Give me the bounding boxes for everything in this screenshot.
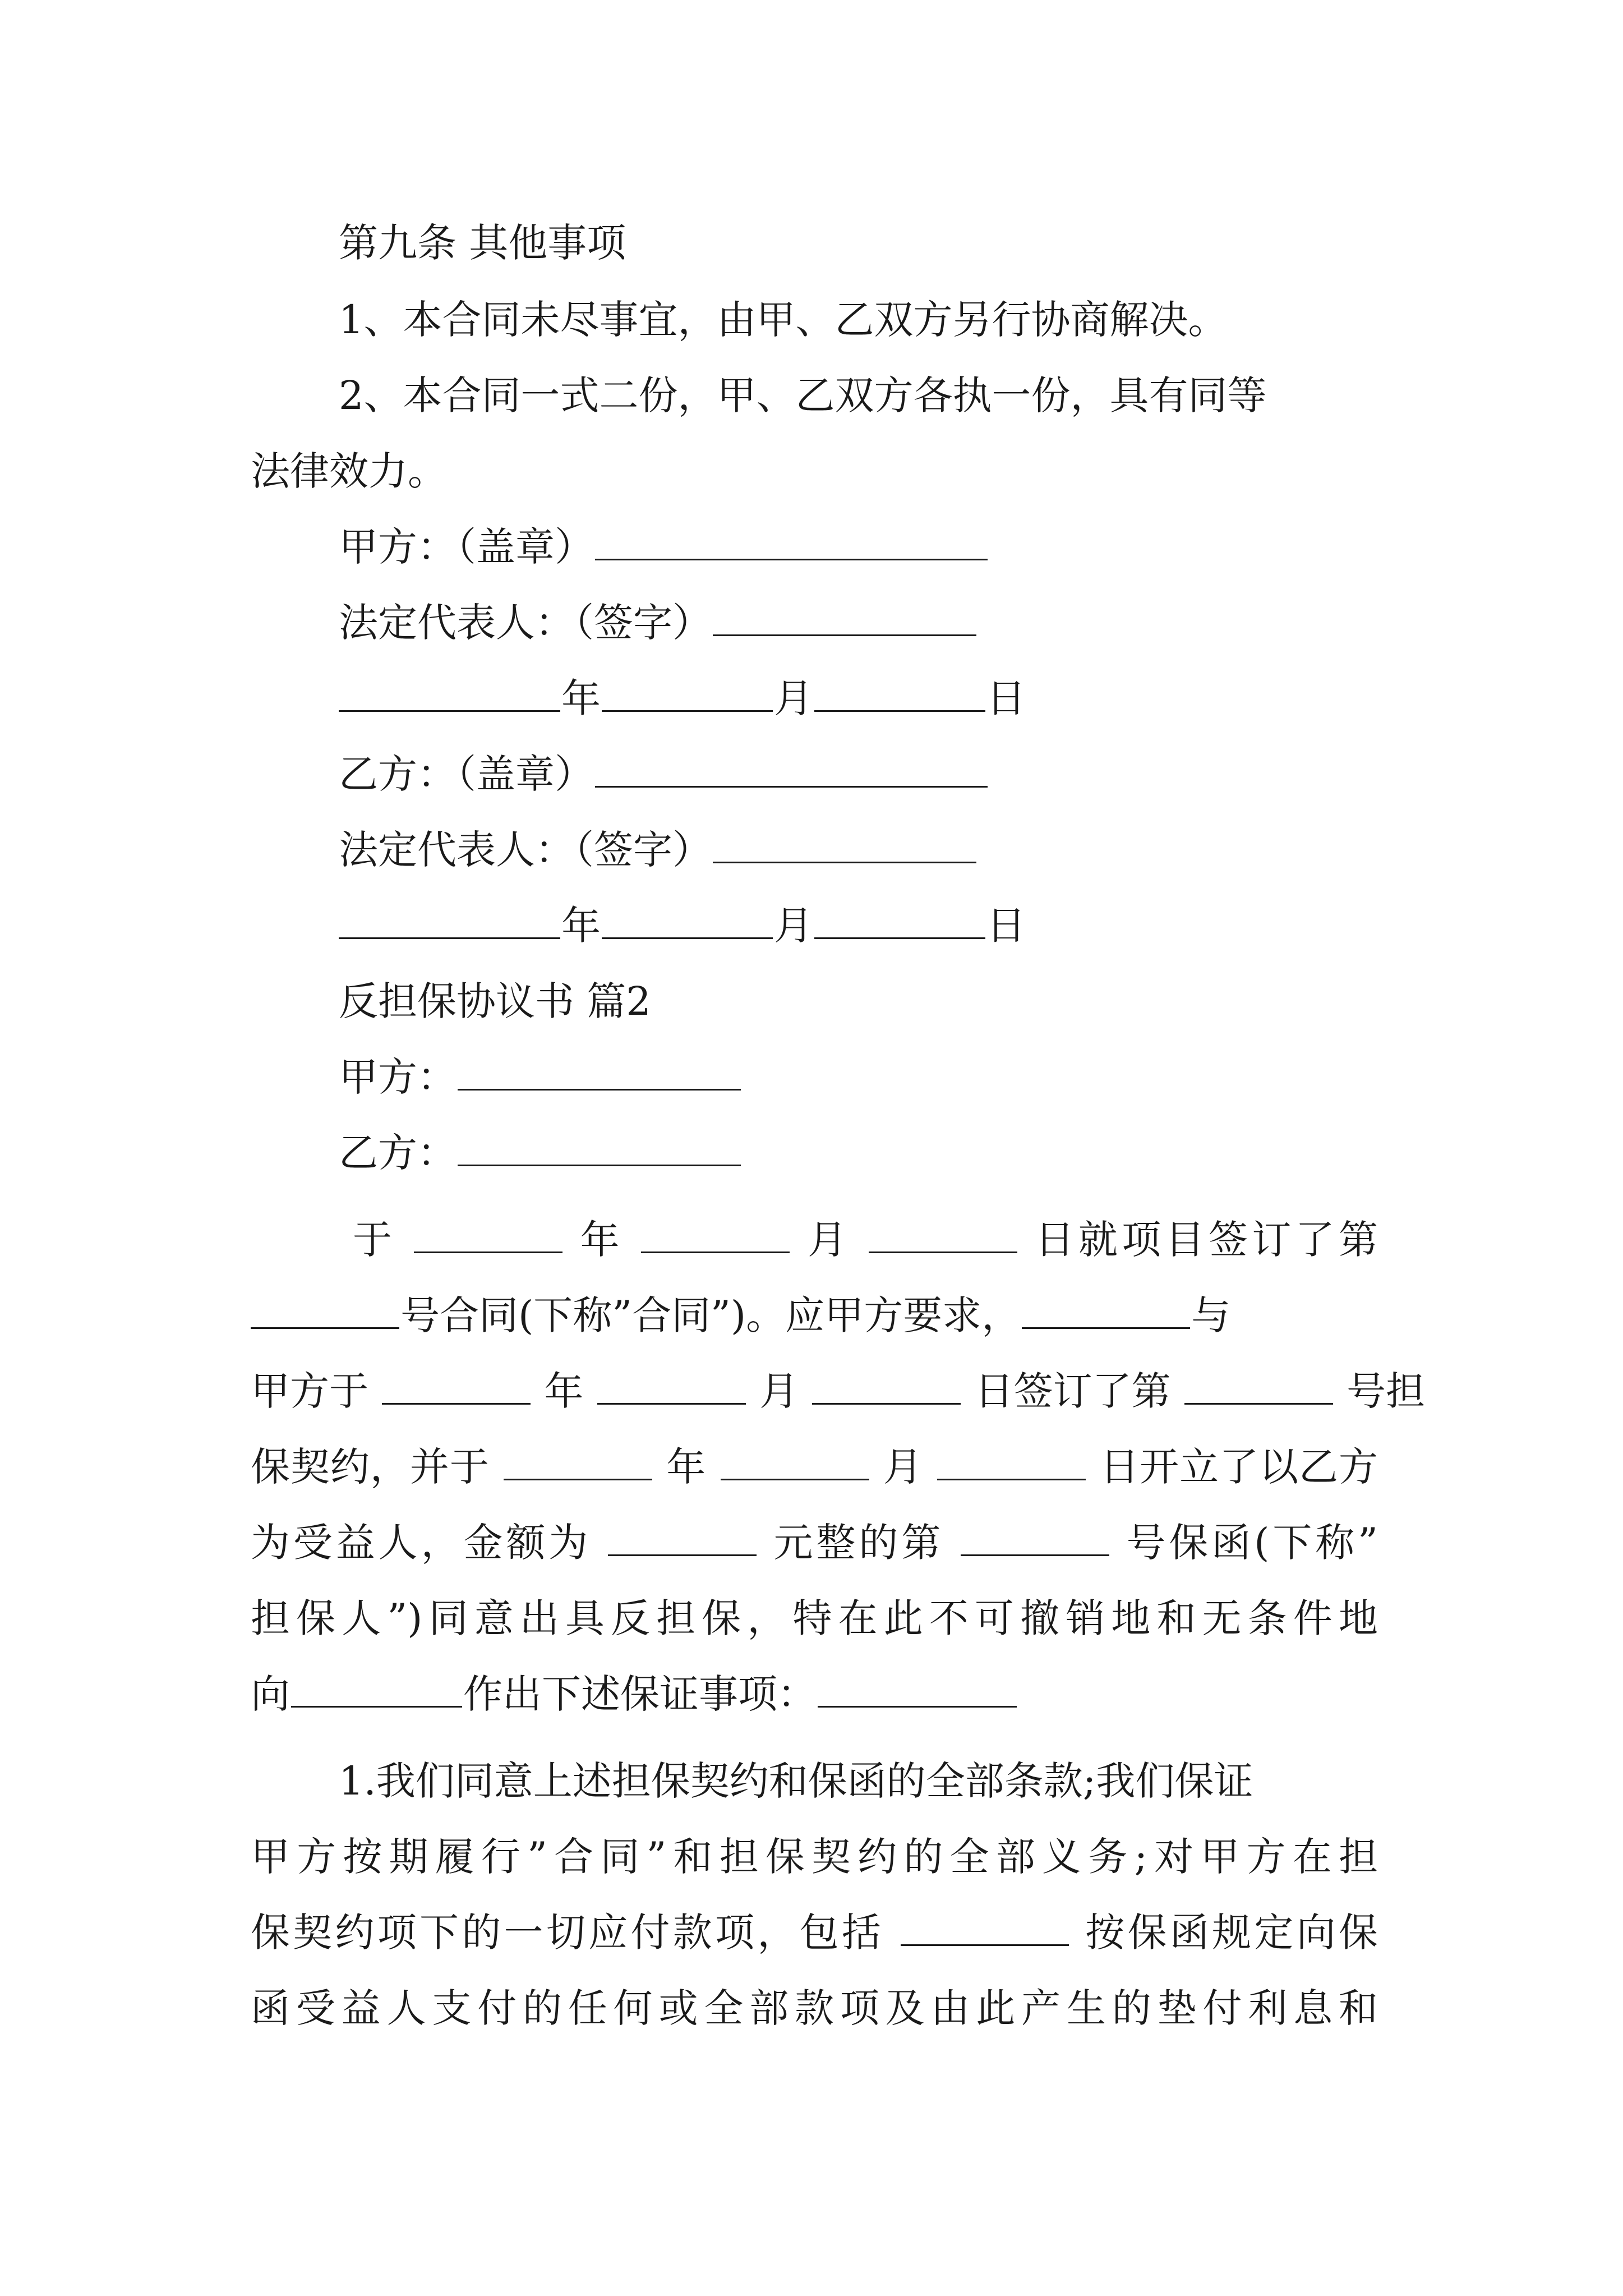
article-heading: [339, 215, 1378, 271]
blank-line: [597, 1365, 746, 1405]
text-run: 乙方：: [339, 1130, 457, 1176]
blank-line: [291, 1668, 462, 1708]
party-b-seal-line: [339, 746, 1378, 802]
blank-line: [814, 672, 985, 712]
body-line: [339, 1212, 1378, 1268]
text-run: 甲方：: [339, 1054, 457, 1100]
text-run: 年: [544, 1368, 584, 1414]
text-run: 日: [986, 675, 1026, 721]
body-line: [339, 1753, 1378, 1809]
body-line: [251, 1439, 1378, 1495]
text-run: 函受益人支付的任何或全部款项及由此产生的垫付利息和: [251, 1985, 1378, 2031]
text-run: 为受益人，金额为: [251, 1520, 592, 1566]
body-line: [251, 1980, 1378, 2036]
text-run: 法律效力。: [251, 448, 447, 494]
party-b-rep-line: [339, 822, 1378, 878]
text-run: 第九条 其他事项: [339, 220, 626, 266]
blank-line: [414, 1213, 562, 1253]
body-line: [251, 1363, 1426, 1419]
body-line: [251, 1904, 1378, 1961]
blank-line: [1184, 1365, 1333, 1405]
text-run: 甲方：（盖章）: [339, 524, 594, 570]
blank-line: [504, 1441, 652, 1480]
party-a-date-line: [339, 670, 1378, 726]
blank-line: [1022, 1289, 1190, 1329]
party-b-date-line: [339, 898, 1378, 954]
text-run: 甲方按期履行”合同”和担保契约的全部义务;对甲方在担: [251, 1834, 1378, 1880]
blank-line: [608, 1516, 757, 1556]
blank-line: [814, 899, 985, 939]
text-run: 法定代表人：（签字）: [339, 600, 712, 646]
blank-line: [602, 672, 773, 712]
text-run: 向: [251, 1671, 290, 1717]
text-run: 保契约项下的一切应付款项，包括: [251, 1910, 884, 1955]
text-run: 月: [759, 1368, 799, 1414]
clause-2-cont: [251, 443, 1378, 499]
party-a-seal-line: [339, 519, 1378, 575]
clause-2: [339, 367, 1378, 424]
text-run: 法定代表人：（签字）: [339, 827, 712, 873]
body-line: [251, 1590, 1378, 1646]
text-run: 日就项目签订了第: [1035, 1217, 1378, 1263]
body-line: [251, 1515, 1378, 1571]
blank-line: [382, 1365, 531, 1405]
text-run: 月: [774, 903, 813, 949]
text-run: 号担: [1347, 1368, 1426, 1414]
text-run: 于: [353, 1217, 396, 1263]
blank-line: [641, 1213, 790, 1253]
text-run: 月: [883, 1444, 923, 1490]
party-a-rep-line: [339, 595, 1378, 651]
text-run: 年: [561, 675, 601, 721]
text-run: 月: [774, 675, 813, 721]
text-run: 月: [808, 1217, 851, 1263]
text-run: 按保函规定向保: [1085, 1910, 1378, 1955]
text-run: 元整的第: [773, 1520, 944, 1566]
blank-line: [458, 1051, 741, 1091]
blank-line: [595, 521, 988, 560]
blank-line: [595, 748, 988, 788]
blank-line: [961, 1516, 1109, 1556]
blank-line: [721, 1441, 869, 1480]
text-run: 日开立了以乙方: [1100, 1444, 1378, 1490]
section-title: [339, 973, 1378, 1029]
clause-1: [339, 292, 1378, 348]
blank-line: [339, 899, 560, 939]
body-line: [251, 1287, 1378, 1343]
blank-line: [937, 1441, 1086, 1480]
text-run: 年: [561, 903, 601, 949]
text-run: 1.我们同意上述担保契约和保函的全部条款;我们保证: [339, 1758, 1253, 1804]
text-run: 甲方于: [251, 1368, 368, 1414]
text-run: 号保函(下称”: [1126, 1520, 1378, 1566]
text-run: 年: [666, 1444, 707, 1490]
text-run: 保契约，并于: [251, 1444, 490, 1490]
text-run: 号合同(下称”合同”)。应甲方要求，: [400, 1292, 1021, 1338]
body-line: [251, 1829, 1378, 1885]
party-b-line: [339, 1125, 1378, 1181]
body-line: [251, 1666, 1378, 1722]
text-run: 乙方：（盖章）: [339, 751, 594, 797]
text-run: 反担保协议书 篇2: [339, 978, 651, 1024]
blank-line: [818, 1668, 1017, 1708]
blank-line: [869, 1213, 1017, 1253]
text-run: 作出下述保证事项：: [463, 1671, 817, 1717]
party-a-line: [339, 1049, 1378, 1105]
text-run: 日签订了第: [974, 1368, 1171, 1414]
text-run: 日: [986, 903, 1026, 949]
blank-line: [713, 823, 976, 863]
text-run: 与: [1191, 1292, 1231, 1338]
blank-line: [713, 596, 976, 636]
text-run: 年: [580, 1217, 624, 1263]
blank-line: [251, 1289, 399, 1329]
blank-line: [812, 1365, 961, 1405]
text-run: 担保人”)同意出具反担保，特在此不可撤销地和无条件地: [251, 1595, 1378, 1641]
blank-line: [458, 1126, 741, 1166]
text-run: 1、本合同未尽事宜，由甲、乙双方另行协商解决。: [339, 297, 1228, 343]
blank-line: [602, 899, 773, 939]
text-run: 2、本合同一式二份，甲、乙双方各执一份，具有同等: [339, 372, 1267, 418]
blank-line: [901, 1906, 1069, 1946]
blank-line: [339, 672, 560, 712]
